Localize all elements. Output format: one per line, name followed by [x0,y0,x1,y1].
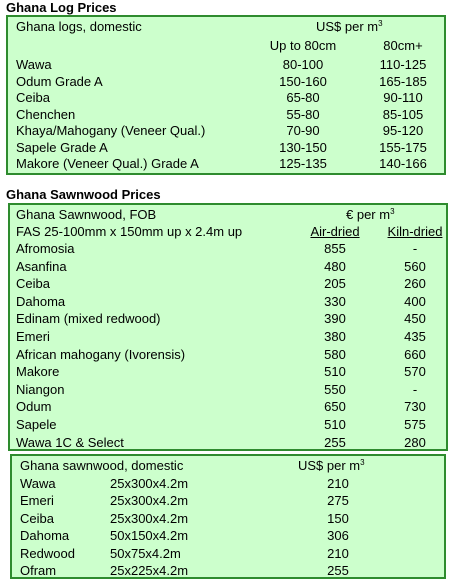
table-row [10,346,446,363]
table-row [10,398,446,415]
table-row [10,328,446,345]
log-prices-col-header-up-to-80cm: Up to 80cm [269,38,337,53]
species-name: Wawa [16,57,52,72]
log-prices-unit-label: US$ per $m^3$ [316,19,383,34]
table-row [12,527,444,544]
price-kiln-dried: 560 [404,258,426,274]
species-name: Ceiba [16,90,50,105]
sawnwood-col-header-air-dried: Air-dried [310,224,360,239]
species-name: Makore [16,364,60,380]
species-name: Sapele [16,417,57,432]
sawnwood-spec-label: FAS 25-100mm x 150mm up x 2.4m up [16,224,243,239]
price: 255 [327,563,349,578]
dimensions: 25x225x4.2m [110,563,189,578]
price: 210 [327,476,349,491]
table-row [12,475,444,492]
species-name: Emeri [20,493,54,509]
species-name: Edinam (mixed redwood) [16,311,161,327]
dimensions: 25x300x4.2m [110,510,189,526]
table-row [8,89,444,106]
price-kiln-dried: 280 [404,434,426,450]
price-up-to-80cm: 65-80 [286,90,320,105]
price-80cm-plus: 165-185 [379,73,427,89]
price-kiln-dried: 435 [404,329,426,344]
price-kiln-dried: 660 [404,346,426,362]
dimensions: 50x150x4.2m [110,528,189,544]
species-name: Khaya/Mahogany (Veneer Qual.) [16,123,206,138]
log-prices-table [6,15,446,175]
sawnwood-header-label: Ghana Sawnwood, FOB [16,207,157,222]
price-up-to-80cm: 125-135 [279,156,327,171]
price-air-dried: 380 [324,329,346,344]
price-up-to-80cm: 55-80 [286,106,320,122]
table-row [12,510,444,527]
price-kiln-dried: 450 [404,311,426,327]
price-80cm-plus: 95-120 [382,123,424,138]
species-name: Redwood [20,545,75,561]
price-air-dried: 580 [324,346,346,362]
price-air-dried: 510 [324,364,346,380]
price-air-dried: 255 [324,434,346,450]
price-80cm-plus: 90-110 [383,90,423,105]
species-name: Afromosia [16,241,75,256]
domestic-sawnwood-table [10,454,446,579]
price: 306 [327,528,349,544]
table-row [8,122,444,139]
log-prices-title: Ghana Log Prices [6,0,117,15]
table-row [10,310,446,327]
table-row [10,258,446,275]
species-name: Asanfina [16,258,67,274]
species-name: Niangon [16,381,65,397]
price-air-dried: 650 [324,399,346,415]
price-up-to-80cm: 150-160 [279,73,327,89]
table-row [12,492,444,509]
species-name: Ceiba [20,510,54,526]
log-prices-column-header-row [8,37,444,54]
log-prices-col-header-80cm-plus: 80cm+ [383,38,423,53]
species-name: Ceiba [16,276,50,292]
log-prices-header-label: Ghana logs, domestic [16,19,142,34]
species-name: Dahoma [16,293,66,309]
table-row [10,240,446,257]
dimensions: 25x300x4.2m [110,476,189,491]
species-name: Ofram [20,563,57,578]
species-name: Chenchen [16,106,76,122]
species-name: African mahogany (Ivorensis) [16,346,186,362]
species-name: Odum [16,399,52,415]
price-kiln-dried: - [412,381,418,397]
price-kiln-dried: 730 [404,399,426,415]
price-up-to-80cm: 80-100 [282,57,324,72]
sawnwood-subheader-row [10,223,446,240]
table-row [10,416,446,433]
table-row [8,106,444,123]
table-row [8,139,444,156]
price-80cm-plus: 110-125 [379,57,427,72]
dimensions: 50x75x4.2m [110,545,181,561]
price: 150 [327,510,349,526]
table-row [12,562,444,579]
price-air-dried: 390 [324,311,346,327]
table-row [10,275,446,292]
table-row [8,155,444,172]
price-kiln-dried: 570 [404,364,426,380]
sawnwood-col-header-kiln-dried: Kiln-dried [387,224,443,239]
species-name: Wawa 1C & Select [16,434,124,450]
price-air-dried: 550 [324,381,346,397]
price-up-to-80cm: 130-150 [279,139,327,155]
domestic-unit-label: US$ per $m^3$ [298,458,365,473]
sawnwood-unit-label: € per $m^3$ [346,207,395,222]
price-kiln-dried: 260 [404,276,426,292]
sawnwood-fob-table [8,203,448,451]
table-row [12,545,444,562]
table-row [10,363,446,380]
price-kiln-dried: - [412,241,418,256]
table-row [10,434,446,451]
dimensions: 25x300x4.2m [110,493,189,509]
price-80cm-plus: 140-166 [379,156,427,171]
log-prices-header-row [8,18,444,35]
domestic-header-row [12,457,444,474]
price-air-dried: 330 [324,293,346,309]
sawnwood-header-row [10,206,446,223]
price: 275 [327,493,349,509]
table-row [8,73,444,90]
species-name: Dahoma [20,528,70,544]
price-air-dried: 855 [324,241,346,256]
table-row [10,381,446,398]
species-name: Wawa [20,476,56,491]
table-row [8,56,444,73]
table-row [10,293,446,310]
price: 210 [327,545,349,561]
price-up-to-80cm: 70-90 [286,123,320,138]
sawnwood-prices-title: Ghana Sawnwood Prices [6,187,161,202]
price-air-dried: 480 [324,258,346,274]
price-kiln-dried: 400 [404,293,426,309]
price-80cm-plus: 155-175 [379,139,427,155]
price-air-dried: 205 [324,276,346,292]
price-air-dried: 510 [324,417,346,432]
species-name: Odum Grade A [16,73,103,89]
species-name: Sapele Grade A [16,139,108,155]
price-kiln-dried: 575 [404,417,426,432]
domestic-header-label: Ghana sawnwood, domestic [20,458,184,473]
species-name: Emeri [16,329,50,344]
price-80cm-plus: 85-105 [382,106,424,122]
species-name: Makore (Veneer Qual.) Grade A [16,156,199,171]
